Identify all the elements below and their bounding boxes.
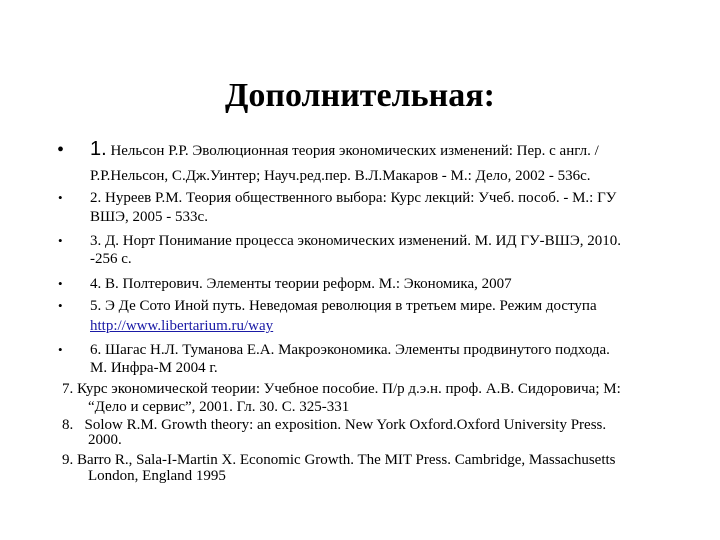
reference-9-line2: London, England 1995 [88,468,226,484]
reference-8-line1: 8. Solow R.M. Growth theory: an exposition. New York Oxford.Oxford University Press. [62,417,607,433]
reference-1 [90,140,599,160]
reference-7-line2: “Дело и сервис”, 2001. Гл. 30. С. 325-331 [88,399,350,415]
reference-2-line1: 2. Нуреев Р.М. Теория общественного выбора: Курс лекций: Учеб. пособ. - М.: ГУ [90,190,617,206]
reference-2-line2: ВШЭ, 2005 - 533с. [90,209,208,225]
reference-6-line2: М. Инфра-М 2004 г. [90,360,218,376]
reference-6-line1: 6. Шагас Н.Л. Туманова Е.А. Макроэкономика. Элементы продвинутого подхода. [90,342,610,358]
reference-3-line2: -256 с. [90,251,132,267]
bullet-5: • [58,298,63,313]
bullet-2: • [58,190,63,205]
reference-3-line1: 3. Д. Норт Понимание процесса экономических изменений. М. ИД ГУ-ВШЭ, 2010. [90,233,621,249]
slide-title: Дополнительная: [225,77,495,114]
reference-8-line2: 2000. [88,432,122,448]
bullet-4: • [58,276,63,291]
bullet-3: • [58,233,63,248]
reference-5-line1: 5. Э Де Сото Иной путь. Неведомая революция в третьем мире. Режим доступа [90,298,597,314]
bullet-1: • [57,139,65,161]
reference-7-line1: 7. Курс экономической теории: Учебное пособие. П/р д.э.н. проф. А.В. Сидоровича; М: [62,381,621,397]
reference-1-number: 1. [90,138,107,160]
reference-1-line1: Нельсон Р.Р. Эволюционная теория экономических изменений: Пер. с англ. / [110,143,599,159]
reference-1-line2: Р.Р.Нельсон, С.Дж.Уинтер; Науч.ред.пер. В.Л.Макаров - М.: Дело, 2002 - 536с. [90,168,591,184]
bullet-6: • [58,342,63,357]
reference-4-line1: 4. В. Полтерович. Элементы теории реформ. М.: Экономика, 2007 [90,276,512,292]
reference-9-line1: 9. Barro R., Sala-I-Martin X. Economic Growth. The MIT Press. Cambridge, Massachusetts [62,452,616,468]
reference-5-link[interactable]: http://www.libertarium.ru/way [90,318,274,334]
